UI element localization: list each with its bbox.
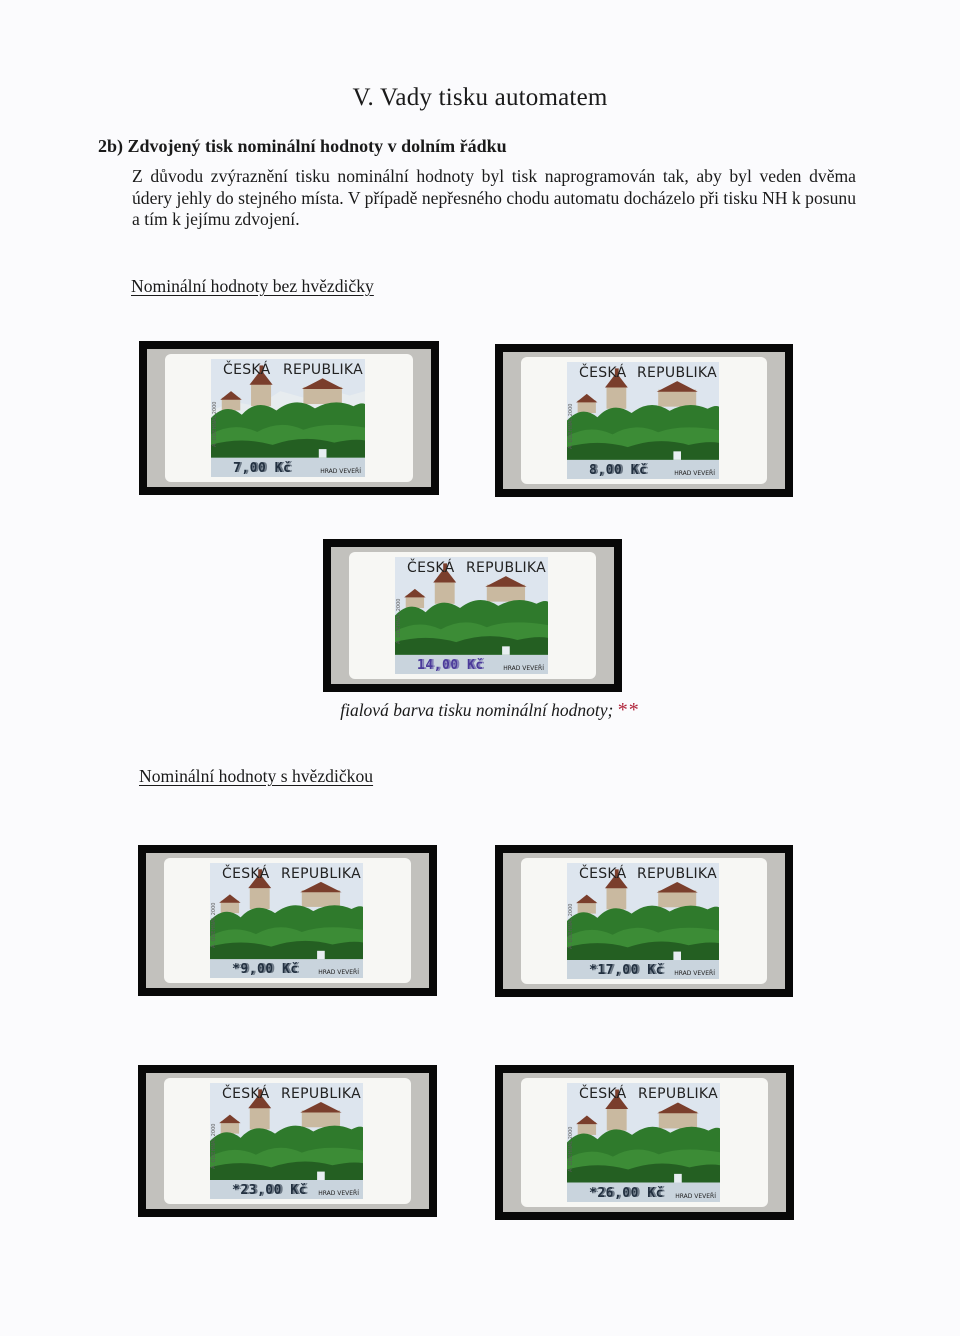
stamp-image [395, 557, 548, 674]
country-left: ČESKÁ [222, 1086, 270, 1102]
group-heading-without-asterisk: Nominální hodnoty bez hvězdičky [131, 276, 374, 296]
stamp-mount [139, 341, 439, 495]
label-window [521, 357, 767, 484]
country-right: REPUBLIKA [282, 362, 363, 378]
place-name: HRAD VEVEŘÍ [674, 470, 715, 477]
designer-credit: A. ODEHNAL 2000 [212, 401, 218, 447]
place-name: HRAD VEVEŘÍ [320, 468, 361, 475]
place-name: HRAD VEVEŘÍ [503, 665, 544, 672]
designer-credit: A. ODEHNAL 2000 [568, 403, 574, 449]
stamp-header [222, 1086, 361, 1102]
label-window [164, 1078, 411, 1204]
country-right: REPUBLIKA [280, 1086, 361, 1102]
nominal-value: 7,00 Kč [233, 461, 292, 476]
stamp-image [567, 362, 719, 479]
atm-label [503, 853, 785, 989]
nominal-value: 8,00 Kč [589, 463, 648, 478]
stamp-mount [138, 845, 437, 996]
designer-credit: A. ODEHNAL 2000 [211, 1123, 217, 1169]
stamp-image [567, 1083, 720, 1202]
violet-ink-caption [300, 699, 680, 722]
atm-label [503, 352, 785, 489]
nominal-value: *23,00 Kč [232, 1183, 307, 1198]
place-name: HRAD VEVEŘÍ [674, 970, 715, 977]
stamp-header [579, 1086, 718, 1102]
section-heading: 2b) Zdvojený tisk nominální hodnoty v dolním řádku [98, 136, 507, 156]
country-left: ČESKÁ [579, 1086, 627, 1102]
country-right: REPUBLIKA [636, 365, 717, 381]
country-right: REPUBLIKA [465, 560, 546, 576]
atm-label [147, 349, 431, 487]
place-name: HRAD VEVEŘÍ [318, 969, 359, 976]
rarity-mark: ** [617, 699, 640, 721]
country-right: REPUBLIKA [637, 1086, 718, 1102]
nominal-value: 14,00 Kč [417, 658, 484, 673]
stamp-image [567, 863, 719, 979]
label-window [349, 552, 596, 679]
stamp-header [579, 365, 717, 381]
designer-credit: A. ODEHNAL 2000 [568, 903, 574, 949]
country-left: ČESKÁ [579, 866, 627, 882]
place-name: HRAD VEVEŘÍ [675, 1193, 716, 1200]
atm-label [331, 547, 614, 684]
nominal-value: *9,00 Kč [232, 962, 299, 977]
stamp-header [222, 866, 361, 882]
label-window [521, 858, 767, 984]
stamp-mount [495, 1065, 794, 1220]
page-title: V. Vady tisku automatem [352, 84, 608, 111]
stamp-header [407, 560, 546, 576]
stamp-header [579, 866, 717, 882]
stamp-image [211, 359, 365, 477]
label-window [165, 354, 413, 482]
designer-credit: A. ODEHNAL 2000 [396, 598, 402, 644]
stamp-image [210, 863, 363, 978]
country-right: REPUBLIKA [636, 866, 717, 882]
nominal-value: *17,00 Kč [589, 963, 664, 978]
country-left: ČESKÁ [222, 866, 270, 882]
stamp-image [210, 1083, 363, 1199]
label-window [164, 858, 411, 983]
atm-label [146, 853, 429, 988]
stamp-mount [138, 1065, 437, 1217]
label-window [521, 1078, 768, 1207]
group-heading-with-asterisk: Nominální hodnoty s hvězdičkou [139, 766, 374, 786]
stamp-mount [495, 344, 793, 497]
place-name: HRAD VEVEŘÍ [318, 1190, 359, 1197]
country-right: REPUBLIKA [280, 866, 361, 882]
atm-label [146, 1073, 429, 1209]
country-left: ČESKÁ [407, 560, 455, 576]
designer-credit: A. ODEHNAL 2000 [211, 902, 217, 948]
nominal-value: *26,00 Kč [589, 1186, 664, 1201]
caption-text: fialová barva tisku nominální hodnoty; [340, 700, 614, 720]
description-paragraph: Z důvodu zvýraznění tisku nominální hodnoty byl tisk naprogramován tak, aby byl veden dvěma údery jehly do stejného místa. V případě nepřesného chodu automatu docházelo při tisku NH k posunu a tím k jejímu zdvojení. [132, 166, 856, 229]
stamp-mount [323, 539, 622, 692]
country-left: ČESKÁ [223, 362, 271, 378]
atm-label [503, 1073, 786, 1212]
stamp-header [223, 362, 363, 378]
designer-credit: A. ODEHNAL 2000 [568, 1126, 574, 1172]
country-left: ČESKÁ [579, 365, 627, 381]
stamp-mount [495, 845, 793, 997]
